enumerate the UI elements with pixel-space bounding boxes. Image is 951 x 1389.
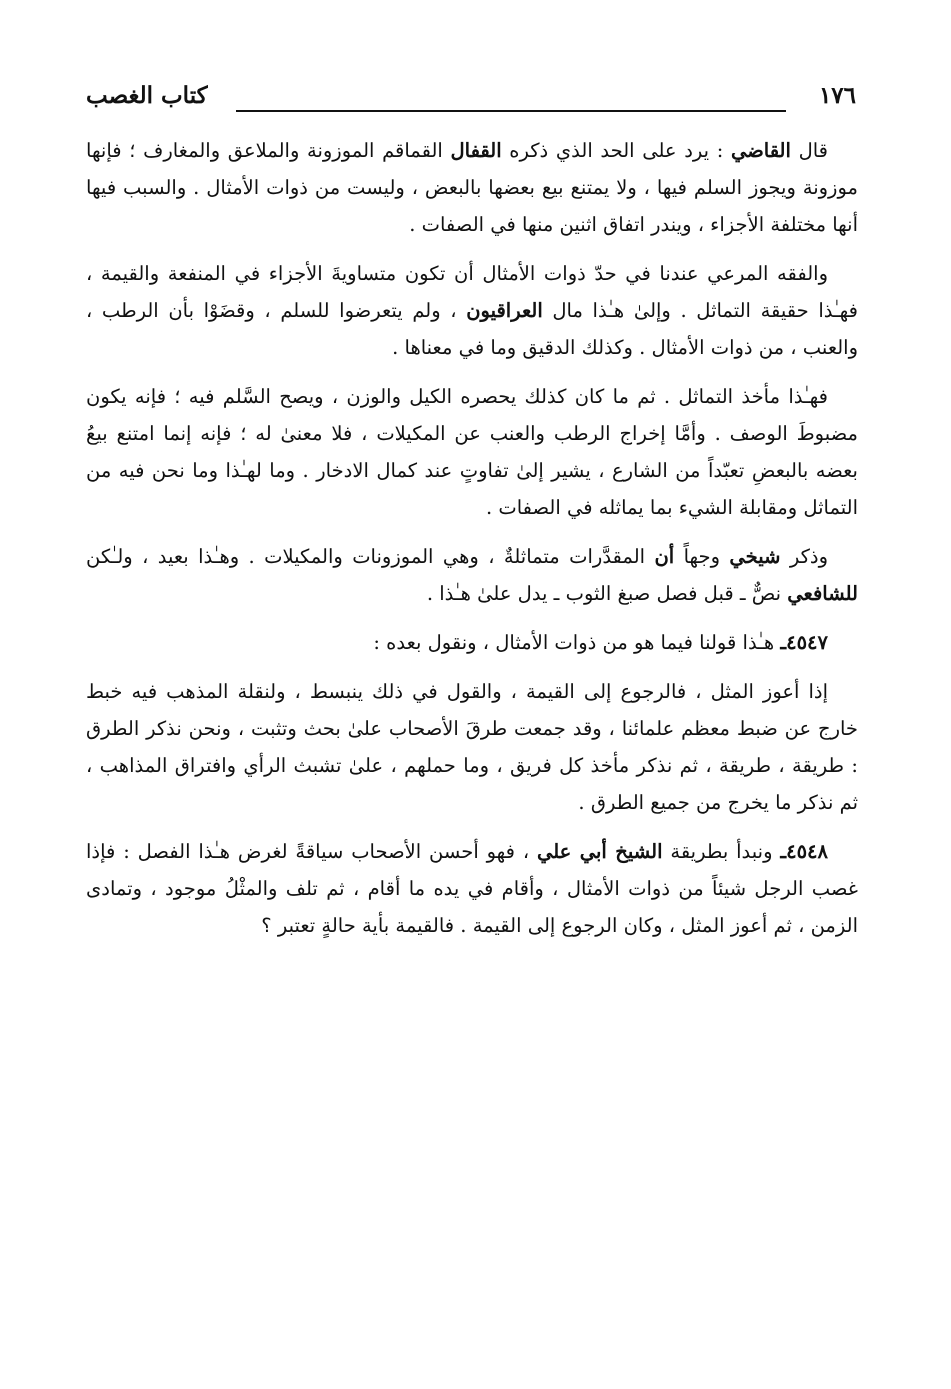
paragraph-1 xyxy=(86,132,858,243)
bold-word: أن xyxy=(654,545,675,568)
text-run: فهـٰذا مأخذ التماثل . ثم ما كان كذلك يحصره الكيل والوزن ، ويصح السَّلم فيه ؛ فإنه يكون مضبوطَ الوصف . وأمَّا إخراج الرطب والعنب عن المكيلات ، فلا معنىٰ له ؛ فإنه إنما امتنع بيعُ بعضه بالبعضِ تعبّداً من الشارع ، يشير إلىٰ تفاوتٍ عند كمال الادخار . وما لهـٰذا وما نحن فيه من التماثل ومقابلة الشيء بما يماثله في الصفات . xyxy=(86,385,858,519)
section-number: ٤٥٤٧ـ xyxy=(780,631,828,654)
header-rule xyxy=(236,110,786,112)
text-run: ، فهو أحسن الأصحاب سياقةً لغرض هـٰذا الفصل : فإذا غصب الرجل شيئاً من ذوات الأمثال ، وأقام في يده ما أقام ، ثم تلف والمثْلُ موجود ، وتمادى الزمن ، ثم أعوز المثل ، وكان الرجوع إلى القيمة . فالقيمة بأية حالةٍ تعتبر ؟ xyxy=(86,840,858,937)
text-run: هـٰذا قولنا فيما هو من ذوات الأمثال ، ونقول بعده : xyxy=(373,631,781,654)
name-shafii: للشافعي xyxy=(787,582,858,605)
book-title: كتاب الغصب xyxy=(86,82,208,109)
text-run: نصٌّ ـ قبل فصل صبغ الثوب ـ يدل علىٰ هـٰذا . xyxy=(426,582,788,605)
name-qaffal: القفال xyxy=(450,139,502,162)
text-run: ونبدأ بطريقة xyxy=(662,840,781,863)
name-shaykhi: شيخي xyxy=(729,545,781,568)
text-run: إذا أعوز المثل ، فالرجوع إلى القيمة ، والقول في ذلك ينبسط ، ولنقلة المذهب فيه خبط خارج عن ضبط معظم علمائنا ، وقد جمعت طرقَ الأصحاب علىٰ بحث وتثبت ، ونحن نذكر الطرق : طريقة ، طريقة ، ثم نذكر مأخذ كل فريق ، وما حملهم ، علىٰ تشبث الرأي وافتراق المذاهب ، ثم نذكر ما يخرج من جميع الطرق . xyxy=(86,680,858,814)
paragraph-6 xyxy=(86,673,858,821)
text-run: والفقه المرعي عندنا في حدّ ذوات الأمثال أن تكون متساويةَ الأجزاء في المنفعة والقيمة ، فهـٰذا حقيقة التماثل . وإلىٰ هـٰذا مال xyxy=(86,262,858,322)
text-run: القماقم الموزونة والملاعق والمغارف ؛ فإنها موزونة ويجوز السلم فيها ، ولا يمتنع بيع بعضها بالبعض ، وليست من ذوات الأمثال . والسبب فيها أنها مختلفة الأجزاء ، ويندر اتفاق اثنين منها في الصفات . xyxy=(86,139,858,236)
name-iraqiyun: العراقيون xyxy=(466,299,543,322)
text-run: : يرد على الحد الذي ذكره xyxy=(501,139,731,162)
name-abu-ali: الشيخ أبي علي xyxy=(536,840,663,863)
text-run: وذكر xyxy=(780,545,828,568)
paragraph-2 xyxy=(86,255,858,366)
page-number: ١٧٦ xyxy=(818,82,856,109)
paragraph-4 xyxy=(86,538,858,612)
paragraph-3 xyxy=(86,378,858,526)
paragraph-5 xyxy=(86,624,858,661)
page-body xyxy=(86,132,858,944)
name-qadi: القاضي xyxy=(730,139,791,162)
text-run: قال xyxy=(790,139,828,162)
text-run: المقدَّرات متماثلةٌ ، وهي الموزونات والمكيلات . وهـٰذا بعيد ، ولـٰكن xyxy=(86,545,655,568)
running-header xyxy=(86,82,856,122)
text-run: ، ولم يتعرضوا للسلم ، وقضَوْا بأن الرطب ، والعنب ، من ذوات الأمثال . وكذلك الدقيق وما في معناها . xyxy=(86,299,858,359)
paragraph-7 xyxy=(86,833,858,944)
text-run: وجهاً xyxy=(674,545,730,568)
section-number: ٤٥٤٨ـ xyxy=(780,840,828,863)
